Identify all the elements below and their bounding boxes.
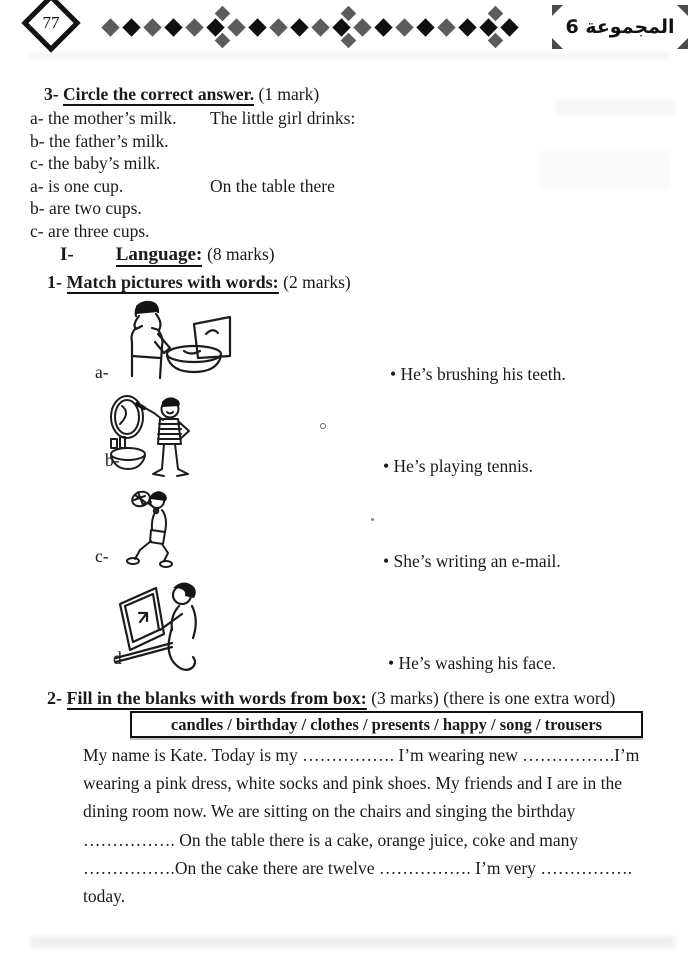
scan-smudge (30, 53, 670, 58)
diamond-icon (458, 18, 476, 36)
q2-paragraph (83, 741, 673, 910)
diamond-icon (500, 18, 518, 36)
match-phrase: • He’s washing his face. (388, 653, 556, 673)
diamond-divider-row (104, 21, 516, 34)
match-phrase: • He’s brushing his teeth. (390, 364, 566, 384)
q3-prompt-text: On the table there (210, 175, 335, 196)
language-marks: (8 marks) (207, 244, 275, 264)
paragraph-line: …………….On the cake there are twelve ……………. I’m very ……………. (83, 857, 633, 878)
scan-speck (371, 518, 374, 521)
diamond-icon (395, 18, 413, 36)
picture-d-label: d- (113, 648, 128, 668)
group-label-frame (552, 5, 688, 49)
diamond-icon (185, 18, 203, 36)
diamond-icon (353, 18, 371, 36)
language-numeral: I- (60, 244, 74, 265)
picture-a-label: a- (95, 362, 109, 382)
q3-option-row (30, 176, 355, 199)
diamond-icon (374, 18, 392, 36)
diamond-icon (269, 18, 287, 36)
scan-smudge (555, 100, 675, 114)
diamond-icon (335, 21, 348, 34)
word-box (130, 711, 643, 738)
diamond-icon (437, 18, 455, 36)
q3-option-row (30, 153, 355, 176)
match-phrase: • He’s playing tennis. (383, 456, 533, 476)
q3-option-row (30, 108, 355, 131)
diamond-icon (101, 18, 119, 36)
q3-option-text: a- the mother’s milk. (30, 108, 177, 128)
paragraph-line: today. (83, 886, 126, 907)
q3-number: 3- (44, 84, 59, 104)
q3-option-text: b- are two cups. (30, 198, 142, 219)
diamond-icon (248, 18, 266, 36)
q1-marks: (2 marks) (283, 272, 351, 292)
diamond-icon (290, 18, 308, 36)
scan-smudge (30, 936, 675, 948)
group-label-text: المجموعة 6 (565, 16, 675, 38)
q3-heading (44, 84, 319, 105)
q2-marks: (3 marks) (371, 688, 439, 708)
corner-triangle-icon (677, 38, 688, 49)
q2-title: Fill in the blanks with words from box: (66, 688, 367, 708)
q3-prompt-text: The little girl drinks: (210, 108, 356, 128)
q2-number: 2- (47, 688, 62, 708)
diamond-icon (311, 18, 329, 36)
q3-option-row (30, 131, 355, 154)
q3-options-list (30, 108, 355, 244)
paragraph-line: ……………. On the table there is a cake, orange juice, coke and many (83, 829, 579, 850)
word-box-words: candles / birthday / clothes / presents / happy / song / trousers (170, 714, 603, 734)
diamond-icon (164, 18, 182, 36)
language-title: Language: (115, 244, 203, 265)
q3-title: Circle the correct answer. (62, 84, 255, 104)
diamond-icon (416, 18, 434, 36)
paragraph-line: My name is Kate. Today is my ……………. I’m wearing new …………….I’m (83, 745, 640, 765)
scan-speck (320, 423, 326, 429)
corner-triangle-icon (677, 5, 688, 16)
q3-option-text: c- the baby’s milk. (30, 153, 161, 174)
page-number: 77 (42, 13, 60, 33)
diamond-icon (482, 21, 495, 34)
man-washing-face-icon (106, 298, 234, 386)
q3-option-text: b- the father’s milk. (30, 130, 169, 151)
q3-marks: (1 mark) (258, 84, 320, 104)
picture-c-label: c- (95, 546, 109, 566)
language-section-heading (60, 244, 275, 266)
q2-heading (47, 688, 615, 709)
q2-note: (there is one extra word) (443, 688, 616, 708)
q3-option-row (30, 198, 355, 221)
paragraph-line: dining room now. We are sitting on the chairs and singing the birthday (83, 801, 576, 822)
q3-option-text: a- is one cup. (30, 175, 124, 196)
match-phrase: • She’s writing an e-mail. (383, 551, 561, 571)
diamond-icon (143, 18, 161, 36)
diamond-icon (227, 18, 245, 36)
scan-smudge (540, 150, 670, 190)
kid-playing-tennis-icon (120, 488, 196, 570)
q3-option-row (30, 221, 355, 244)
q1-heading (47, 272, 351, 293)
paragraph-line: wearing a pink dress, white socks and pink shoes. My friends and I are in the (83, 773, 622, 794)
page-number-diamond (21, 0, 80, 53)
corner-triangle-icon (552, 5, 563, 16)
picture-b-label: b- (105, 450, 120, 470)
diamond-icon (209, 21, 222, 34)
picture-c (120, 488, 196, 570)
corner-triangle-icon (552, 38, 563, 49)
diamond-icon (122, 18, 140, 36)
picture-a (106, 298, 234, 386)
q1-number: 1- (47, 272, 62, 292)
q1-title: Match pictures with words: (66, 272, 279, 292)
q3-option-text: c- are three cups. (30, 220, 150, 241)
